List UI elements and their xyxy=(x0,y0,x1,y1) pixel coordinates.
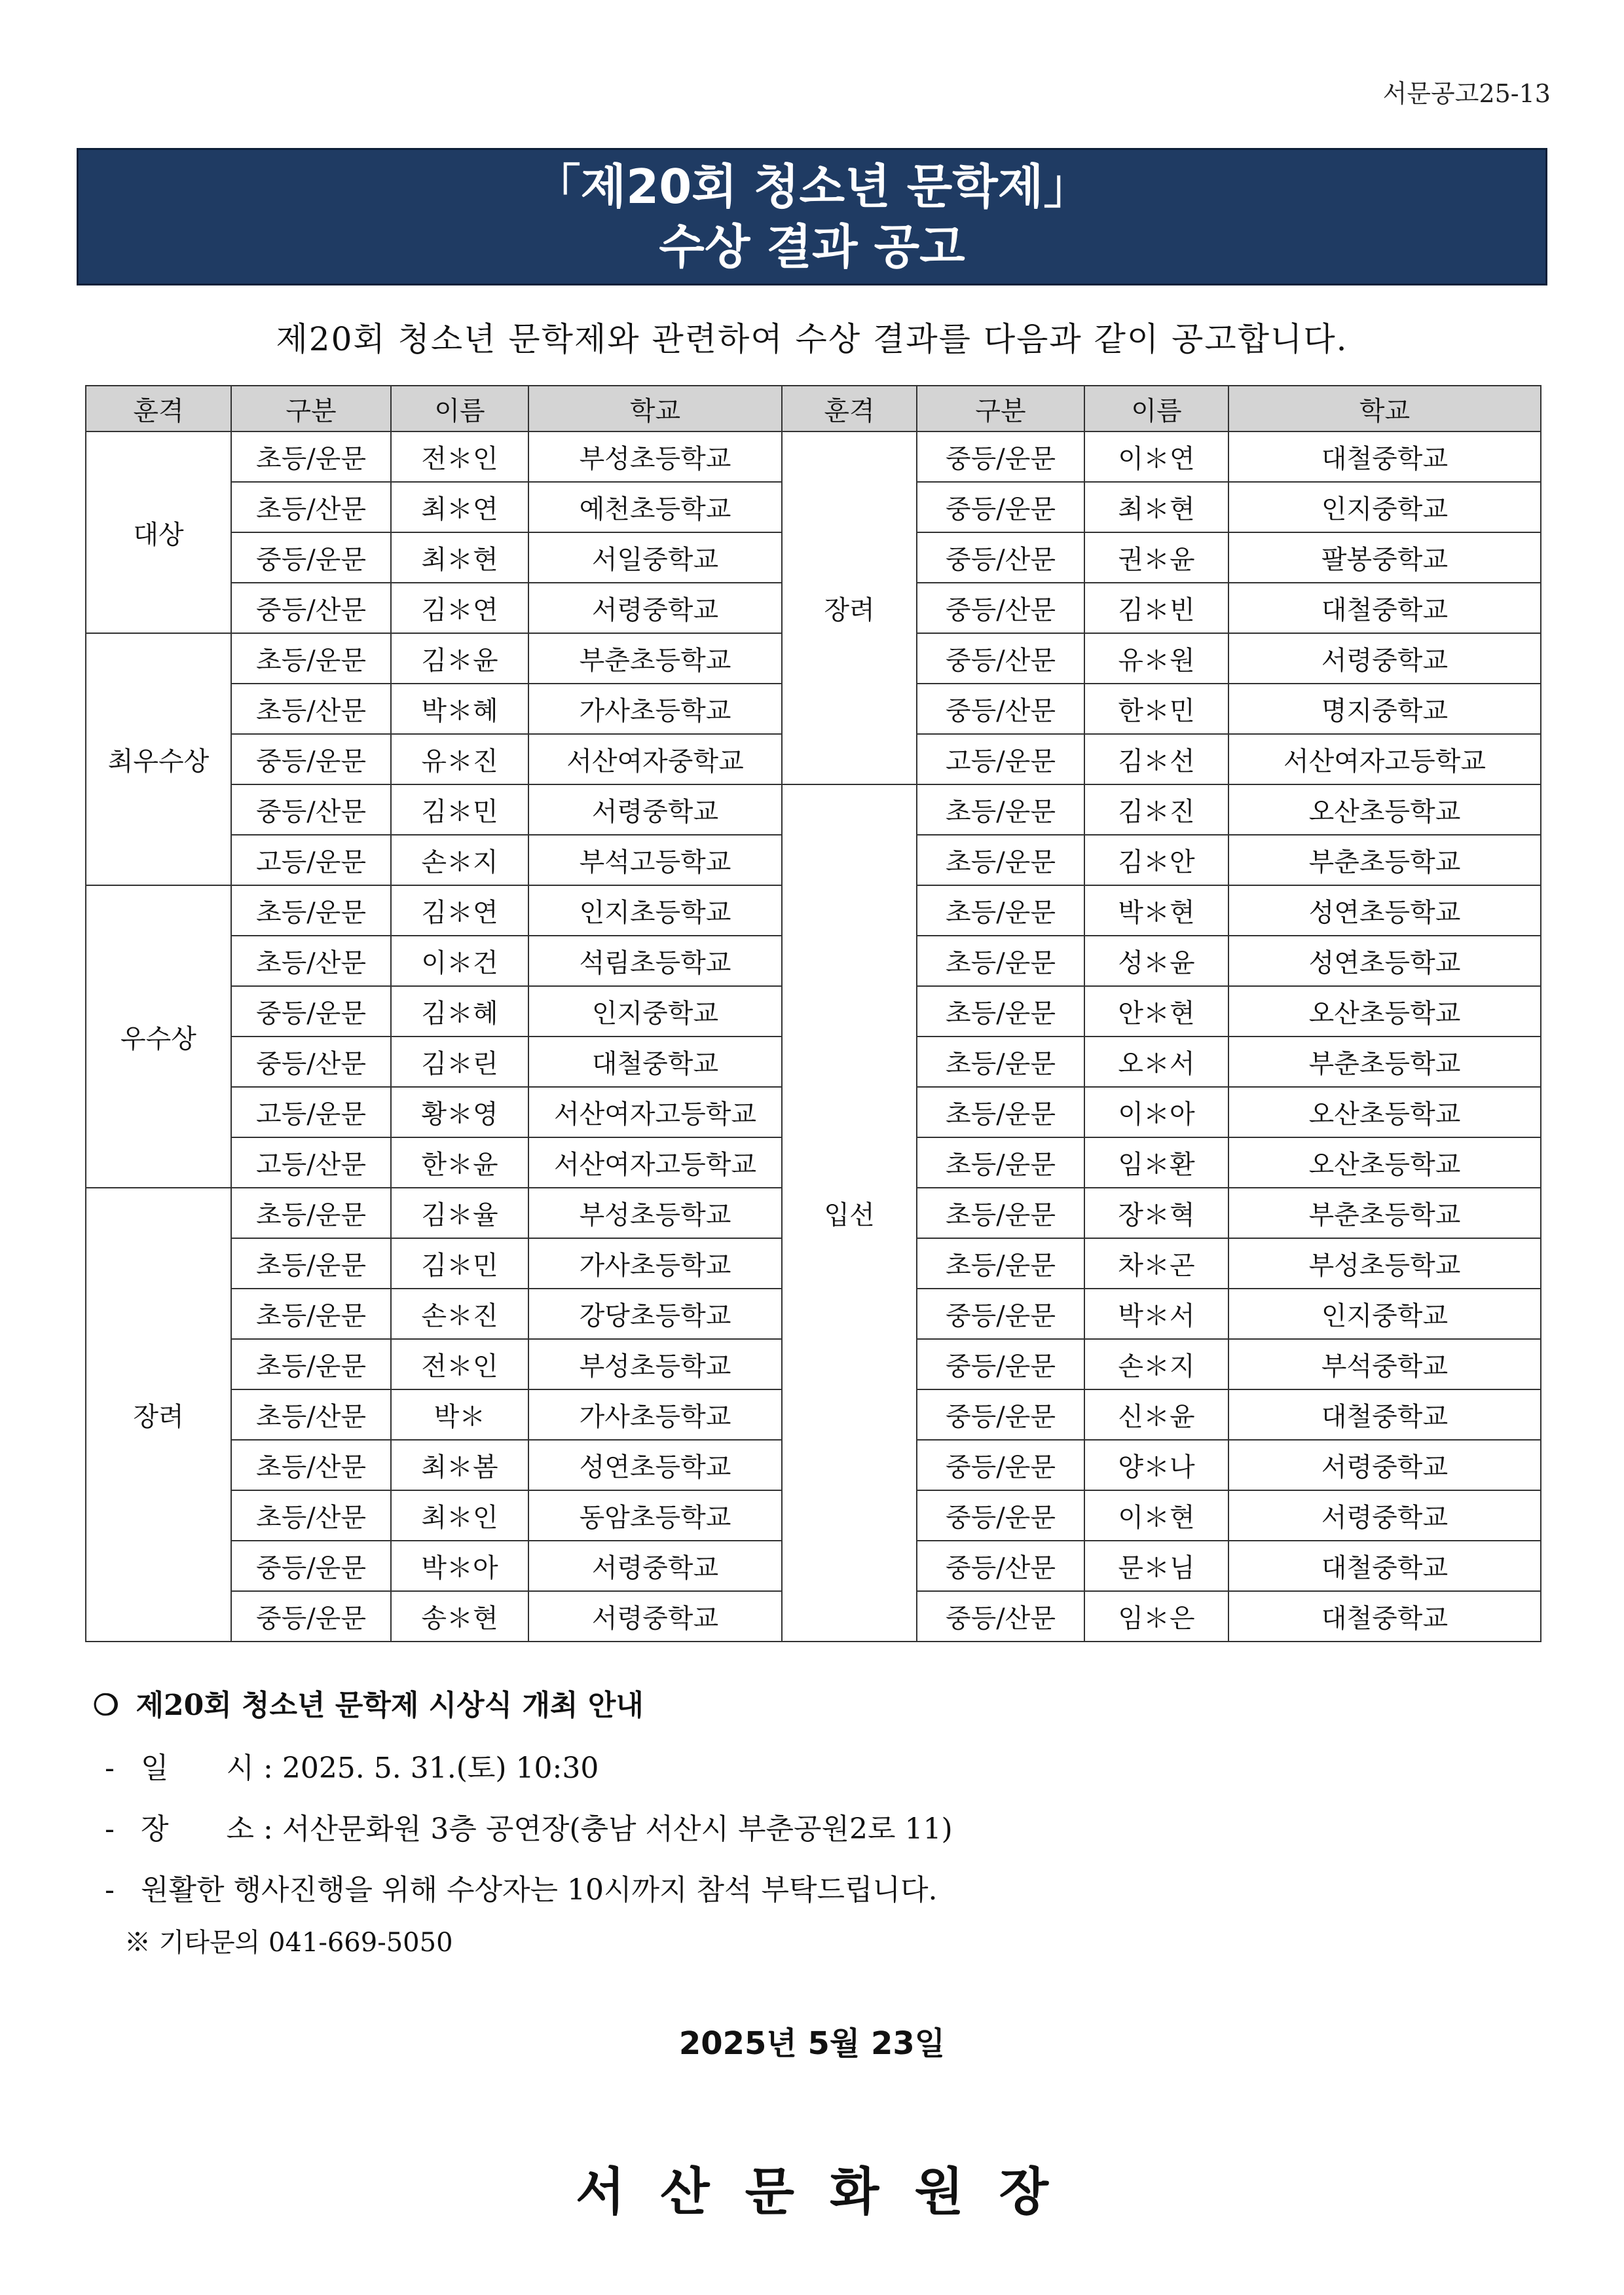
header-category-left: 구분 xyxy=(231,386,391,431)
table-row xyxy=(86,784,1541,835)
right-name-cell: 이＊연 xyxy=(1084,431,1228,482)
left-school-cell: 서산여자고등학교 xyxy=(528,1137,782,1188)
left-school-cell: 대철중학교 xyxy=(528,1037,782,1087)
right-name-cell: 이＊아 xyxy=(1084,1087,1228,1137)
right-category-cell: 초등/운문 xyxy=(917,1087,1084,1137)
left-category-cell: 중등/운문 xyxy=(231,532,391,583)
left-name-cell: 김＊린 xyxy=(391,1037,528,1087)
left-school-cell: 부성초등학교 xyxy=(528,1339,782,1389)
left-name-cell: 김＊연 xyxy=(391,885,528,936)
left-name-cell: 김＊연 xyxy=(391,583,528,633)
right-school-cell: 대철중학교 xyxy=(1228,1389,1541,1440)
ceremony-note: 원활한 행사진행을 위해 수상자는 10시까지 참석 부탁드립니다. xyxy=(141,1873,938,1907)
table-header-row xyxy=(86,386,1541,431)
left-school-cell: 부성초등학교 xyxy=(528,431,782,482)
left-name-cell: 박＊ xyxy=(391,1389,528,1440)
left-category-cell: 중등/운문 xyxy=(231,1541,391,1591)
ceremony-date-value: : 2025. 5. 31.(토) 10:30 xyxy=(263,1752,599,1785)
right-category-cell: 중등/운문 xyxy=(917,1440,1084,1490)
left-school-cell: 부성초등학교 xyxy=(528,1188,782,1238)
left-school-cell: 가사초등학교 xyxy=(528,684,782,734)
right-category-cell: 중등/산문 xyxy=(917,1541,1084,1591)
right-award-cell: 장려 xyxy=(782,431,917,784)
left-category-cell: 초등/산문 xyxy=(231,1389,391,1440)
left-category-cell: 중등/산문 xyxy=(231,1037,391,1087)
left-school-cell: 서령중학교 xyxy=(528,1591,782,1642)
left-category-cell: 초등/운문 xyxy=(231,1188,391,1238)
left-school-cell: 인지중학교 xyxy=(528,986,782,1037)
header-name-right: 이름 xyxy=(1084,386,1228,431)
left-award-cell: 최우수상 xyxy=(86,633,231,885)
right-category-cell: 중등/운문 xyxy=(917,431,1084,482)
right-name-cell: 유＊원 xyxy=(1084,633,1228,684)
right-name-cell: 김＊안 xyxy=(1084,835,1228,885)
right-school-cell: 대철중학교 xyxy=(1228,431,1541,482)
left-school-cell: 예천초등학교 xyxy=(528,482,782,532)
right-name-cell: 박＊서 xyxy=(1084,1289,1228,1339)
left-name-cell: 최＊연 xyxy=(391,482,528,532)
right-name-cell: 임＊환 xyxy=(1084,1137,1228,1188)
right-school-cell: 팔봉중학교 xyxy=(1228,532,1541,583)
left-category-cell: 초등/운문 xyxy=(231,1238,391,1289)
left-school-cell: 석림초등학교 xyxy=(528,936,782,986)
right-name-cell: 김＊빈 xyxy=(1084,583,1228,633)
left-category-cell: 초등/운문 xyxy=(231,1289,391,1339)
right-name-cell: 성＊윤 xyxy=(1084,936,1228,986)
right-school-cell: 명지중학교 xyxy=(1228,684,1541,734)
awards-table-body xyxy=(86,431,1541,1642)
right-category-cell: 초등/운문 xyxy=(917,1238,1084,1289)
right-name-cell: 신＊윤 xyxy=(1084,1389,1228,1440)
right-name-cell: 김＊진 xyxy=(1084,784,1228,835)
right-category-cell: 중등/산문 xyxy=(917,1591,1084,1642)
ceremony-date-label: 일 시 xyxy=(141,1752,255,1785)
right-school-cell: 성연초등학교 xyxy=(1228,885,1541,936)
ceremony-place-value: : 서산문화원 3층 공연장(충남 서산시 부춘공원2로 11) xyxy=(263,1812,953,1846)
left-name-cell: 최＊현 xyxy=(391,532,528,583)
right-school-cell: 오산초등학교 xyxy=(1228,986,1541,1037)
right-school-cell: 서령중학교 xyxy=(1228,1440,1541,1490)
left-name-cell: 김＊율 xyxy=(391,1188,528,1238)
left-school-cell: 가사초등학교 xyxy=(528,1389,782,1440)
right-category-cell: 초등/운문 xyxy=(917,1137,1084,1188)
left-school-cell: 서일중학교 xyxy=(528,532,782,583)
header-category-right: 구분 xyxy=(917,386,1084,431)
right-school-cell: 대철중학교 xyxy=(1228,1591,1541,1642)
left-category-cell: 초등/산문 xyxy=(231,684,391,734)
right-award-cell: 입선 xyxy=(782,784,917,1642)
right-category-cell: 중등/운문 xyxy=(917,482,1084,532)
header-award-right: 훈격 xyxy=(782,386,917,431)
left-school-cell: 부석고등학교 xyxy=(528,835,782,885)
left-name-cell: 김＊민 xyxy=(391,1238,528,1289)
title-line-1: 「제20회 청소년 문학제」 xyxy=(533,159,1091,214)
right-school-cell: 부성초등학교 xyxy=(1228,1238,1541,1289)
left-school-cell: 인지초등학교 xyxy=(528,885,782,936)
left-category-cell: 초등/운문 xyxy=(231,633,391,684)
issuer-signature: 서산문화원장 xyxy=(575,2162,1084,2222)
right-category-cell: 초등/운문 xyxy=(917,936,1084,986)
ceremony-heading-text: 제20회 청소년 문학제 시상식 개최 안내 xyxy=(136,1689,644,1722)
left-category-cell: 중등/운문 xyxy=(231,986,391,1037)
left-award-cell: 대상 xyxy=(86,431,231,633)
left-name-cell: 김＊혜 xyxy=(391,986,528,1037)
left-category-cell: 중등/운문 xyxy=(231,734,391,784)
left-name-cell: 손＊지 xyxy=(391,835,528,885)
left-name-cell: 유＊진 xyxy=(391,734,528,784)
title-line-2: 수상 결과 공고 xyxy=(659,219,965,274)
right-name-cell: 안＊현 xyxy=(1084,986,1228,1037)
left-school-cell: 서령중학교 xyxy=(528,1541,782,1591)
right-school-cell: 부춘초등학교 xyxy=(1228,835,1541,885)
document-number: 서문공고25-13 xyxy=(1382,79,1551,108)
circle-bullet-icon: ❍ xyxy=(93,1689,119,1722)
left-category-cell: 초등/산문 xyxy=(231,1440,391,1490)
left-name-cell: 최＊봄 xyxy=(391,1440,528,1490)
right-name-cell: 한＊민 xyxy=(1084,684,1228,734)
left-category-cell: 초등/운문 xyxy=(231,431,391,482)
right-category-cell: 고등/운문 xyxy=(917,734,1084,784)
right-name-cell: 차＊곤 xyxy=(1084,1238,1228,1289)
right-category-cell: 초등/운문 xyxy=(917,1188,1084,1238)
right-school-cell: 서산여자고등학교 xyxy=(1228,734,1541,784)
left-category-cell: 중등/산문 xyxy=(231,784,391,835)
left-school-cell: 서산여자고등학교 xyxy=(528,1087,782,1137)
header-school-left: 학교 xyxy=(528,386,782,431)
right-name-cell: 손＊지 xyxy=(1084,1339,1228,1389)
right-category-cell: 중등/산문 xyxy=(917,583,1084,633)
right-name-cell: 최＊현 xyxy=(1084,482,1228,532)
left-category-cell: 초등/운문 xyxy=(231,1339,391,1389)
left-school-cell: 서령중학교 xyxy=(528,583,782,633)
right-school-cell: 대철중학교 xyxy=(1228,1541,1541,1591)
right-school-cell: 인지중학교 xyxy=(1228,482,1541,532)
left-school-cell: 동암초등학교 xyxy=(528,1490,782,1541)
right-school-cell: 오산초등학교 xyxy=(1228,784,1541,835)
intro-text: 제20회 청소년 문학제와 관련하여 수상 결과를 다음과 같이 공고합니다. xyxy=(276,320,1348,358)
left-name-cell: 최＊인 xyxy=(391,1490,528,1541)
right-school-cell: 부춘초등학교 xyxy=(1228,1188,1541,1238)
right-category-cell: 초등/운문 xyxy=(917,986,1084,1037)
left-school-cell: 서령중학교 xyxy=(528,784,782,835)
awards-table xyxy=(85,385,1541,1642)
right-school-cell: 인지중학교 xyxy=(1228,1289,1541,1339)
right-category-cell: 중등/운문 xyxy=(917,1490,1084,1541)
right-category-cell: 초등/운문 xyxy=(917,835,1084,885)
left-category-cell: 초등/산문 xyxy=(231,482,391,532)
right-name-cell: 임＊은 xyxy=(1084,1591,1228,1642)
right-school-cell: 오산초등학교 xyxy=(1228,1087,1541,1137)
right-name-cell: 오＊서 xyxy=(1084,1037,1228,1087)
left-category-cell: 고등/운문 xyxy=(231,1087,391,1137)
left-name-cell: 전＊인 xyxy=(391,431,528,482)
title-banner xyxy=(77,148,1547,285)
left-school-cell: 강당초등학교 xyxy=(528,1289,782,1339)
right-name-cell: 박＊현 xyxy=(1084,885,1228,936)
left-name-cell: 손＊진 xyxy=(391,1289,528,1339)
left-category-cell: 초등/산문 xyxy=(231,1490,391,1541)
left-name-cell: 김＊민 xyxy=(391,784,528,835)
right-school-cell: 성연초등학교 xyxy=(1228,936,1541,986)
right-name-cell: 문＊님 xyxy=(1084,1541,1228,1591)
header-school-right: 학교 xyxy=(1228,386,1541,431)
left-school-cell: 부춘초등학교 xyxy=(528,633,782,684)
right-school-cell: 부석중학교 xyxy=(1228,1339,1541,1389)
left-category-cell: 중등/운문 xyxy=(231,1591,391,1642)
right-name-cell: 양＊나 xyxy=(1084,1440,1228,1490)
header-name-left: 이름 xyxy=(391,386,528,431)
right-category-cell: 중등/운문 xyxy=(917,1339,1084,1389)
right-school-cell: 오산초등학교 xyxy=(1228,1137,1541,1188)
left-name-cell: 황＊영 xyxy=(391,1087,528,1137)
left-category-cell: 초등/산문 xyxy=(231,936,391,986)
left-name-cell: 박＊혜 xyxy=(391,684,528,734)
left-category-cell: 초등/운문 xyxy=(231,885,391,936)
left-award-cell: 장려 xyxy=(86,1188,231,1642)
right-category-cell: 초등/운문 xyxy=(917,784,1084,835)
left-school-cell: 가사초등학교 xyxy=(528,1238,782,1289)
right-school-cell: 부춘초등학교 xyxy=(1228,1037,1541,1087)
table-row xyxy=(86,431,1541,482)
contact-info: ※ 기타문의 041-669-5050 xyxy=(124,1928,453,1958)
left-name-cell: 전＊인 xyxy=(391,1339,528,1389)
ceremony-place-line: - 장 소 : 서산문화원 3층 공연장(충남 서산시 부춘공원2로 11) xyxy=(105,1812,953,1846)
announcement-date: 2025년 5월 23일 xyxy=(678,2025,946,2062)
right-category-cell: 중등/운문 xyxy=(917,1289,1084,1339)
right-category-cell: 중등/운문 xyxy=(917,1389,1084,1440)
right-category-cell: 초등/운문 xyxy=(917,885,1084,936)
left-category-cell: 중등/산문 xyxy=(231,583,391,633)
right-category-cell: 중등/산문 xyxy=(917,633,1084,684)
right-name-cell: 이＊현 xyxy=(1084,1490,1228,1541)
right-name-cell: 장＊혁 xyxy=(1084,1188,1228,1238)
left-name-cell: 한＊윤 xyxy=(391,1137,528,1188)
left-name-cell: 박＊아 xyxy=(391,1541,528,1591)
right-category-cell: 중등/산문 xyxy=(917,532,1084,583)
right-school-cell: 대철중학교 xyxy=(1228,583,1541,633)
left-school-cell: 서산여자중학교 xyxy=(528,734,782,784)
left-name-cell: 이＊건 xyxy=(391,936,528,986)
ceremony-heading xyxy=(93,1681,644,1723)
right-category-cell: 초등/운문 xyxy=(917,1037,1084,1087)
left-category-cell: 고등/운문 xyxy=(231,835,391,885)
ceremony-date-line: - 일 시 : 2025. 5. 31.(토) 10:30 xyxy=(105,1752,599,1785)
left-category-cell: 고등/산문 xyxy=(231,1137,391,1188)
right-school-cell: 서령중학교 xyxy=(1228,1490,1541,1541)
left-name-cell: 김＊윤 xyxy=(391,633,528,684)
left-name-cell: 송＊현 xyxy=(391,1591,528,1642)
ceremony-note-line: - 원활한 행사진행을 위해 수상자는 10시까지 참석 부탁드립니다. xyxy=(105,1873,938,1907)
right-name-cell: 김＊선 xyxy=(1084,734,1228,784)
right-category-cell: 중등/산문 xyxy=(917,684,1084,734)
header-award-left: 훈격 xyxy=(86,386,231,431)
right-school-cell: 서령중학교 xyxy=(1228,633,1541,684)
ceremony-place-label: 장 소 xyxy=(141,1812,255,1846)
left-award-cell: 우수상 xyxy=(86,885,231,1188)
right-name-cell: 권＊윤 xyxy=(1084,532,1228,583)
left-school-cell: 성연초등학교 xyxy=(528,1440,782,1490)
